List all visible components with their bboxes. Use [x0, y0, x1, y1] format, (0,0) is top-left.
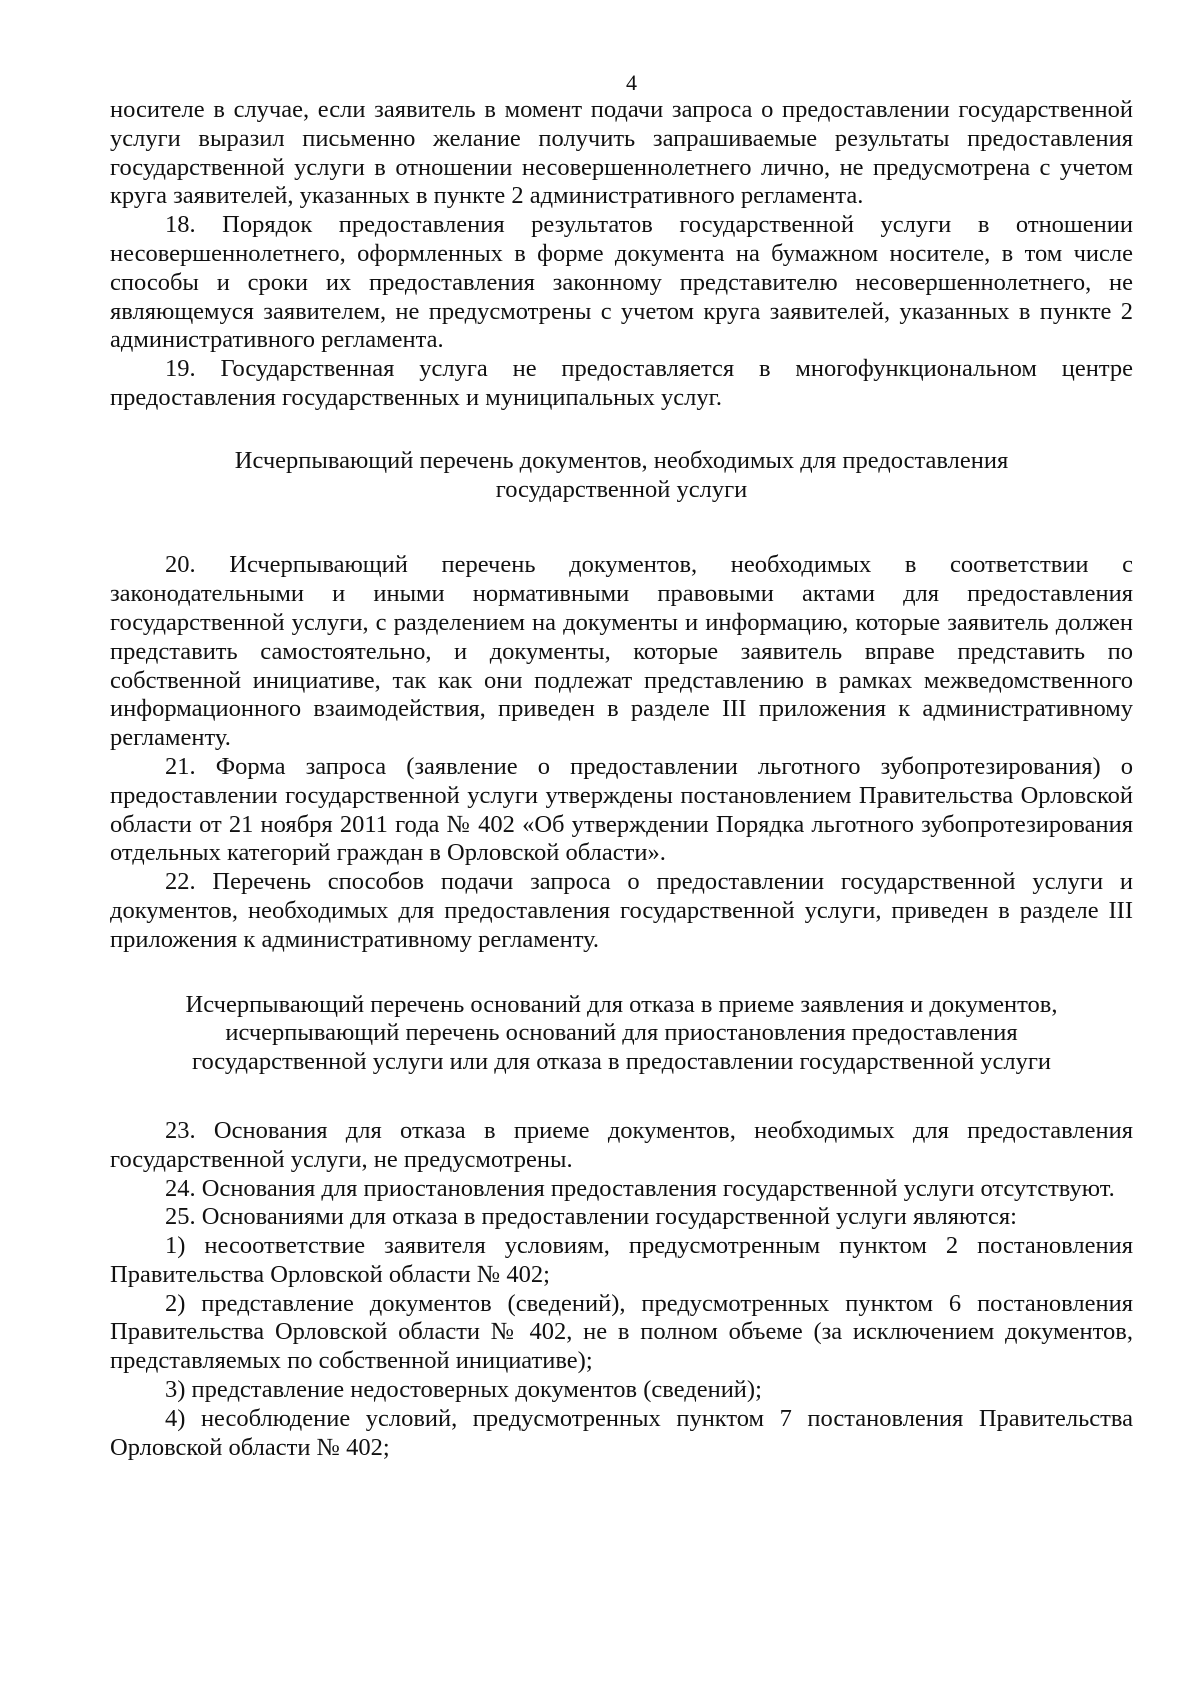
paragraph-19: 19. Государственная услуга не предоставляется в многофункциональном центре предоставления государственных и муниципальных услуг. — [110, 355, 1133, 411]
paragraph-22: 22. Перечень способов подачи запроса о предоставлении государственной услуги и документов, необходимых для предоставления государственной услуги, приведен в разделе III приложения к административному регламенту. — [110, 868, 1133, 953]
heading-line: государственной услуги — [495, 475, 748, 503]
list-item-3: 3) представление недостоверных документов (сведений); — [165, 1376, 762, 1404]
section-heading-refusal-grounds — [110, 991, 1133, 1077]
paragraph-21: 21. Форма запроса (заявление о предоставлении льготного зубопротезирования) о предоставлении государственной услуги утверждены постановлением Правительства Орловской области от 21 ноября 2011 года № 402 «Об утверждении Порядка льготного зубопротезирования отдельных категорий граждан в Орловской области». — [110, 752, 1133, 867]
list-item-4: 4) несоблюдение условий, предусмотренных пунктом 7 постановления Правительства Орловской области № 402; — [110, 1404, 1133, 1461]
paragraph-20: 20. Исчерпывающий перечень документов, необходимых в соответствии с законодательными и иными нормативными правовыми актами для предоставления государственной услуги, с разделением на документы и информацию, которые заявитель должен представить самостоятельно, и документы, которые заявитель вправе представить по собственной инициативе, так как они подлежат представлению в рамках межведомственного информационного взаимодействия, приведен в разделе III приложения к административному регламенту. — [110, 551, 1133, 752]
list-item-1: 1) несоответствие заявителя условиям, предусмотренным пунктом 2 постановления Правительства Орловской области № 402; — [110, 1232, 1133, 1288]
heading-line: Исчерпывающий перечень документов, необходимых для предоставления — [234, 446, 1009, 474]
heading-line: Исчерпывающий перечень оснований для отказа в приеме заявления и документов, — [185, 990, 1058, 1018]
heading-line: исчерпывающий перечень оснований для приостановления предоставления — [225, 1019, 1018, 1047]
paragraph-25: 25. Основаниями для отказа в предоставлении государственной услуги являются: — [165, 1203, 1017, 1231]
paragraph-continuation: носителе в случае, если заявитель в момент подачи запроса о предоставлении государственной услуги выразил письменно желание получить запрашиваемые результаты предоставления государственной услуги в отношении несовершеннолетнего лично, не предусмотрена с учетом круга заявителей, указанных в пункте 2 административного регламента. — [110, 96, 1133, 210]
page-number: 4 — [626, 70, 637, 95]
paragraph-24: 24. Основания для приостановления предоставления государственной услуги отсутствуют. — [165, 1174, 1115, 1202]
section-heading-documents — [110, 447, 1133, 505]
list-item-2: 2) представление документов (сведений), предусмотренных пунктом 6 постановления Правительства Орловской области № 402, не в полном объеме (за исключением документов, представляемых по собственной инициативе); — [110, 1289, 1133, 1375]
paragraph-23: 23. Основания для отказа в приеме документов, необходимых для предоставления государственной услуги, не предусмотрены. — [110, 1116, 1133, 1173]
paragraph-18: 18. Порядок предоставления результатов государственной услуги в отношении несовершеннолетнего, оформленных в форме документа на бумажном носителе, в том числе способы и сроки их предоставления законному представителю несовершеннолетнего, не являющемуся заявителем, не предусмотрены с учетом круга заявителей, указанных в пункте 2 административного регламента. — [110, 211, 1133, 354]
heading-line: государственной услуги или для отказа в предоставлении государственной услуги — [192, 1048, 1051, 1076]
